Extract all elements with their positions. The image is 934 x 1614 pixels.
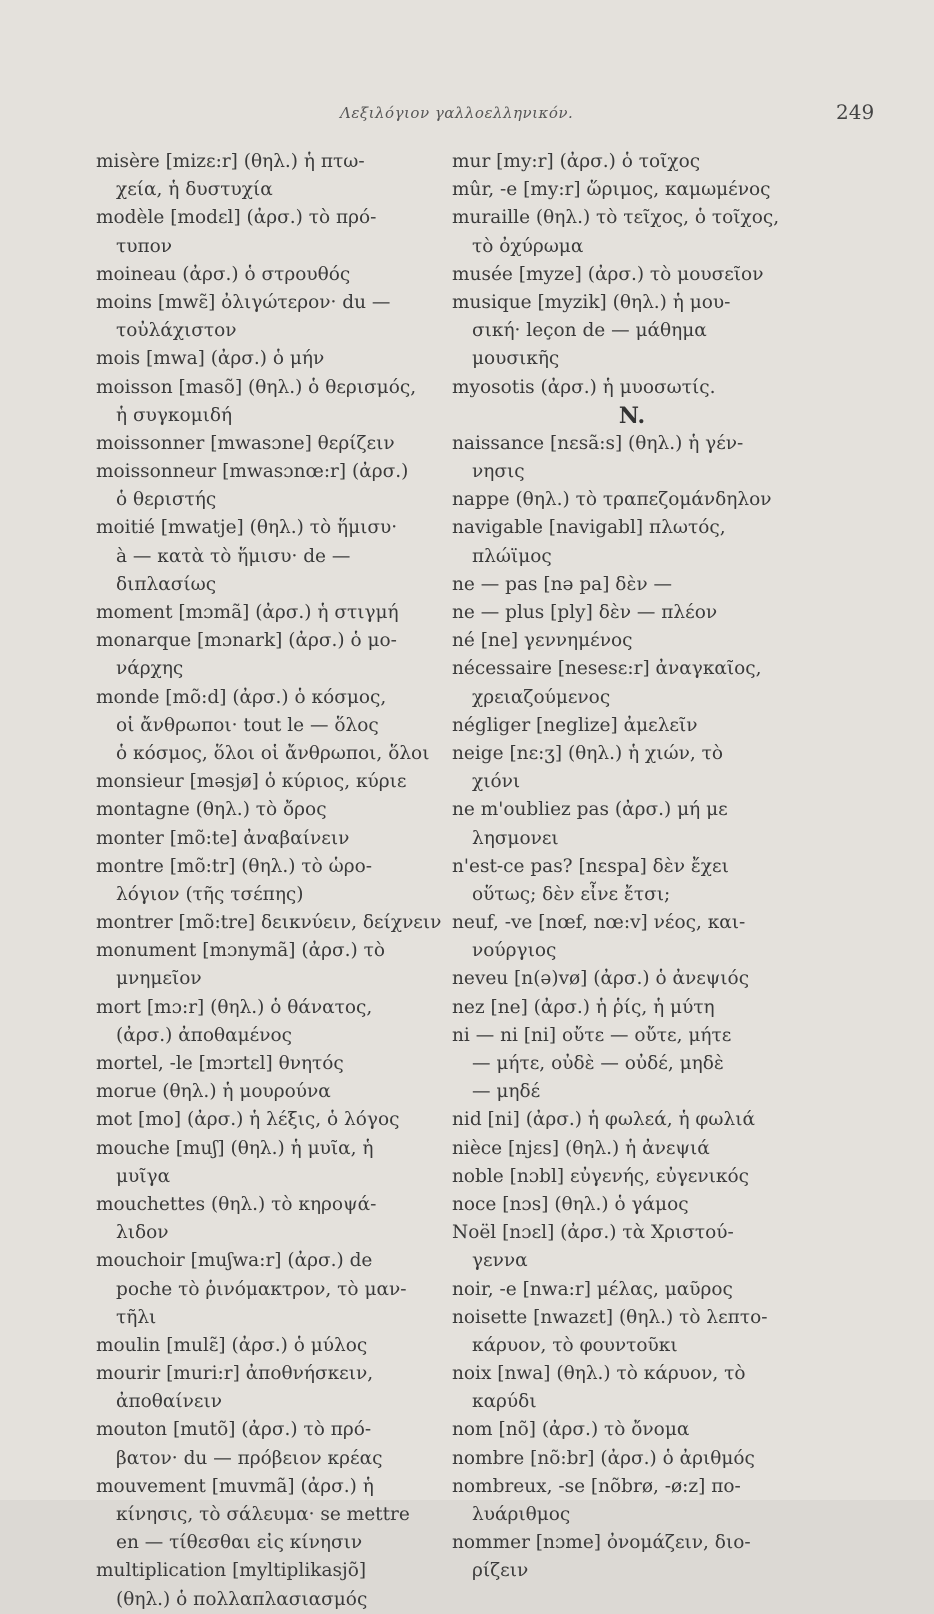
entry-line: mourir [muri:r] ἀποθνήσκειν,: [96, 1363, 374, 1385]
entry-continuation-line: μνημεῖον: [116, 968, 202, 990]
entry-continuation-line: μυῖγα: [116, 1165, 171, 1187]
entry-line: Noël [nɔɛl] (ἀρσ.) τὰ Χριστού-: [452, 1222, 734, 1244]
entry-line: mouchoir [muʃwa:r] (ἀρσ.) de: [96, 1250, 373, 1272]
entry-continuation-line: — μηδέ: [472, 1081, 541, 1103]
entry-continuation-line: poche τὸ ῥινόμακτρον, τὸ μαν-: [116, 1278, 407, 1300]
entry-continuation-line: λιδον: [116, 1222, 169, 1244]
entry-line: myosotis (ἀρσ.) ἡ μυοσωτίς.: [452, 376, 716, 398]
entry-line: noir, -e [nwa:r] μέλας, μαῦρος: [452, 1278, 733, 1300]
entry-continuation-line: ρίζειν: [472, 1560, 529, 1582]
entry-continuation-line: τὸ ὀχύρωμα: [472, 235, 584, 257]
entry-line: ni — ni [ni] οὔτε — οὔτε, μήτε: [452, 1024, 732, 1046]
entry-line: monsieur [məsjø] ὁ κύριος, κύριε: [96, 771, 407, 793]
running-title: Λεξιλόγιον γαλλοελληνικόν.: [340, 104, 574, 122]
entry-continuation-line: χρειαζούμενος: [472, 686, 611, 708]
entry-line: mur [my:r] (ἀρσ.) ὁ τοῖχος: [452, 151, 701, 172]
entry-line: ne — plus [ply] δὲν — πλέον: [452, 602, 718, 623]
entry-line: monter [mõ:te] ἀναβαίνειν: [96, 827, 350, 849]
entry-continuation-line: κίνησις, τὸ σάλευμα· se mettre: [116, 1504, 410, 1525]
entry-continuation-line: νησις: [472, 461, 525, 483]
entry-line: moulin [mulɛ̃] (ἀρσ.) ὁ μύλος: [96, 1334, 368, 1356]
entry-line: né [ne] γεννημένος: [452, 630, 633, 652]
entry-continuation-line: ὁ κόσμος, ὅλοι οἱ ἄνθρωποι, ὅλοι: [116, 742, 430, 764]
entry-line: n'est-ce pas? [nɛspa] δὲν ἔχει: [452, 855, 729, 877]
entry-line: mouton [mutõ] (ἀρσ.) τὸ πρό-: [96, 1419, 372, 1441]
entry-line: muraille (θηλ.) τὸ τεῖχος, ὁ τοῖχος,: [452, 207, 780, 229]
entry-line: ne — pas [nə pa] δὲν —: [452, 573, 672, 595]
entry-continuation-line: κάρυον, τὸ φουντοῦκι: [472, 1334, 678, 1356]
entry-line: noisette [nwazɛt] (θηλ.) τὸ λεπτο-: [452, 1306, 768, 1328]
entry-continuation-line: νάρχης: [116, 658, 184, 680]
entry-line: moment [mɔmã] (ἀρσ.) ἡ στιγμή: [96, 602, 399, 623]
entry-line: noce [nɔs] (θηλ.) ὁ γάμος: [452, 1193, 689, 1215]
entry-line: ne m'oubliez pas (ἀρσ.) μή με: [452, 799, 728, 821]
entry-line: monarque [mɔnark] (ἀρσ.) ὁ μο-: [96, 630, 397, 652]
entry-line: noble [nɔbl] εὐγενής, εὐγενικός: [452, 1165, 749, 1187]
entry-continuation-line: διπλασίως: [116, 573, 217, 595]
entry-line: montrer [mõ:tre] δεικνύειν, δείχνειν: [96, 912, 442, 934]
entry-line: monument [mɔnymã] (ἀρσ.) τὸ: [96, 940, 385, 962]
entry-continuation-line: λησμονει: [472, 827, 559, 849]
entry-continuation-line: ἡ συγκομιδή: [116, 404, 233, 426]
entry-line: nommer [nɔme] ὀνομάζειν, διο-: [452, 1532, 751, 1554]
entry-continuation-line: μουσικῆς: [472, 348, 560, 370]
entry-line: mûr, -e [my:r] ὥριμος, καμωμένος: [452, 179, 771, 201]
entry-continuation-line: ὁ θεριστής: [116, 489, 217, 511]
entry-continuation-line: γεννα: [472, 1250, 528, 1272]
entry-continuation-line: πλώϊμος: [472, 545, 552, 567]
entry-line: monde [mõ:d] (ἀρσ.) ὁ κόσμος,: [96, 686, 387, 708]
letter-heading: N.: [618, 402, 646, 429]
entry-line: montre [mõ:tr] (θηλ.) τὸ ὡρο-: [96, 855, 372, 877]
entry-continuation-line: ἀποθαίνειν: [116, 1391, 223, 1413]
entry-line: nécessaire [nesesɛ:r] ἀναγκαῖος,: [452, 658, 762, 680]
right-column: [452, 148, 812, 1586]
entry-line: nappe (θηλ.) τὸ τραπεζομάνδηλον: [452, 489, 772, 511]
entry-line: misère [mizɛ:r] (θηλ.) ἡ πτω-: [96, 151, 365, 172]
entry-continuation-line: οἱ ἄνθρωποι· tout le — ὅλος: [116, 714, 379, 736]
entry-line: naissance [nɛsã:s] (θηλ.) ἡ γέν-: [452, 432, 744, 454]
entry-line: modèle [modɛl] (ἀρσ.) τὸ πρό-: [96, 207, 377, 229]
entry-line: négliger [neglize] ἀμελεῖν: [452, 714, 698, 736]
entry-line: moisson [masõ] (θηλ.) ὁ θερισμός,: [96, 376, 417, 398]
entry-continuation-line: λυάριθμος: [472, 1504, 571, 1525]
entry-continuation-line: τῆλι: [116, 1306, 157, 1328]
entry-line: nom [nõ] (ἀρσ.) τὸ ὄνομα: [452, 1419, 690, 1441]
entry-continuation-line: οὕτως; δὲν εἶνε ἔτσι;: [472, 883, 671, 905]
entry-continuation-line: (θηλ.) ὁ πολλαπλασιασμός: [116, 1588, 368, 1610]
entry-line: moitié [mwatje] (θηλ.) τὸ ἥμισυ·: [96, 517, 398, 539]
entry-line: mouchettes (θηλ.) τὸ κηροψά-: [96, 1193, 377, 1215]
entry-line: mort [mɔ:r] (θηλ.) ὁ θάνατος,: [96, 996, 373, 1018]
entry-continuation-line: χιόνι: [472, 771, 521, 793]
entry-line: noix [nwa] (θηλ.) τὸ κάρυον, τὸ: [452, 1363, 746, 1385]
entry-line: moineau (ἀρσ.) ὁ στρουθός: [96, 263, 351, 285]
entry-line: nombreux, -se [nõbrø, -ø:z] πο-: [452, 1475, 741, 1497]
entry-continuation-line: καρύδι: [472, 1391, 537, 1413]
entry-line: neuf, -ve [nœf, nœ:v] νέος, και-: [452, 912, 746, 934]
entry-line: nid [ni] (ἀρσ.) ἡ φωλεά, ἡ φωλιά: [452, 1109, 755, 1131]
entry-line: mouche [muʃ] (θηλ.) ἡ μυῖα, ἡ: [96, 1137, 374, 1159]
page-number: 249: [836, 100, 875, 124]
entry-continuation-line: τοὐλάχιστον: [116, 320, 237, 342]
entry-line: mois [mwa] (ἀρσ.) ὁ μήν: [96, 348, 325, 370]
entry-line: nièce [njɛs] (θηλ.) ἡ ἀνεψιά: [452, 1137, 710, 1159]
entry-line: navigable [navigabl] πλωτός,: [452, 517, 726, 539]
entry-line: nombre [nõ:br] (ἀρσ.) ὁ ἀριθμός: [452, 1447, 755, 1469]
entry-line: multiplication [myltiplikasjõ]: [96, 1560, 367, 1582]
entry-continuation-line: (ἀρσ.) ἀποθαμένος: [116, 1024, 292, 1046]
entry-line: musique [myzik] (θηλ.) ἡ μου-: [452, 291, 731, 313]
entry-line: musée [myze] (ἀρσ.) τὸ μουσεῖον: [452, 263, 764, 285]
entry-line: neige [nɛ:ʒ] (θηλ.) ἡ χιών, τὸ: [452, 742, 723, 764]
entry-continuation-line: — μήτε, οὐδὲ — οὐδέ, μηδὲ: [472, 1053, 724, 1074]
entry-line: moissonneur [mwasɔnœ:r] (ἀρσ.): [96, 461, 409, 483]
entry-line: mot [mo] (ἀρσ.) ἡ λέξις, ὁ λόγος: [96, 1109, 400, 1131]
entry-continuation-line: en — τίθεσθαι εἰς κίνησιν: [116, 1532, 363, 1554]
entry-line: mortel, -le [mɔrtɛl] θνητός: [96, 1053, 344, 1074]
entry-continuation-line: λόγιον (τῆς τσέπης): [116, 883, 304, 905]
entry-continuation-line: σική· leçon de — μάθημα: [472, 320, 707, 342]
entry-line: moissonner [mwasɔne] θερίζειν: [96, 432, 395, 454]
entry-continuation-line: à — κατὰ τὸ ἥμισυ· de —: [116, 545, 351, 567]
entry-continuation-line: βατον· du — πρόβειον κρέας: [116, 1447, 383, 1469]
entry-line: nez [ne] (ἀρσ.) ἡ ῥίς, ἡ μύτη: [452, 996, 715, 1018]
left-column: [96, 148, 442, 1614]
entry-continuation-line: τυπον: [116, 235, 173, 257]
entry-line: moins [mwɛ̃] ὀλιγώτερον· du —: [96, 291, 391, 313]
entry-continuation-line: νούργιος: [472, 940, 557, 962]
entry-line: neveu [n(ə)vø] (ἀρσ.) ὁ ἀνεψιός: [452, 968, 750, 990]
entry-continuation-line: χεία, ἡ δυστυχία: [116, 179, 273, 201]
entry-line: montagne (θηλ.) τὸ ὄρος: [96, 799, 327, 821]
entry-line: mouvement [muvmã] (ἀρσ.) ἡ: [96, 1475, 374, 1497]
entry-line: morue (θηλ.) ἡ μουρούνα: [96, 1081, 331, 1103]
